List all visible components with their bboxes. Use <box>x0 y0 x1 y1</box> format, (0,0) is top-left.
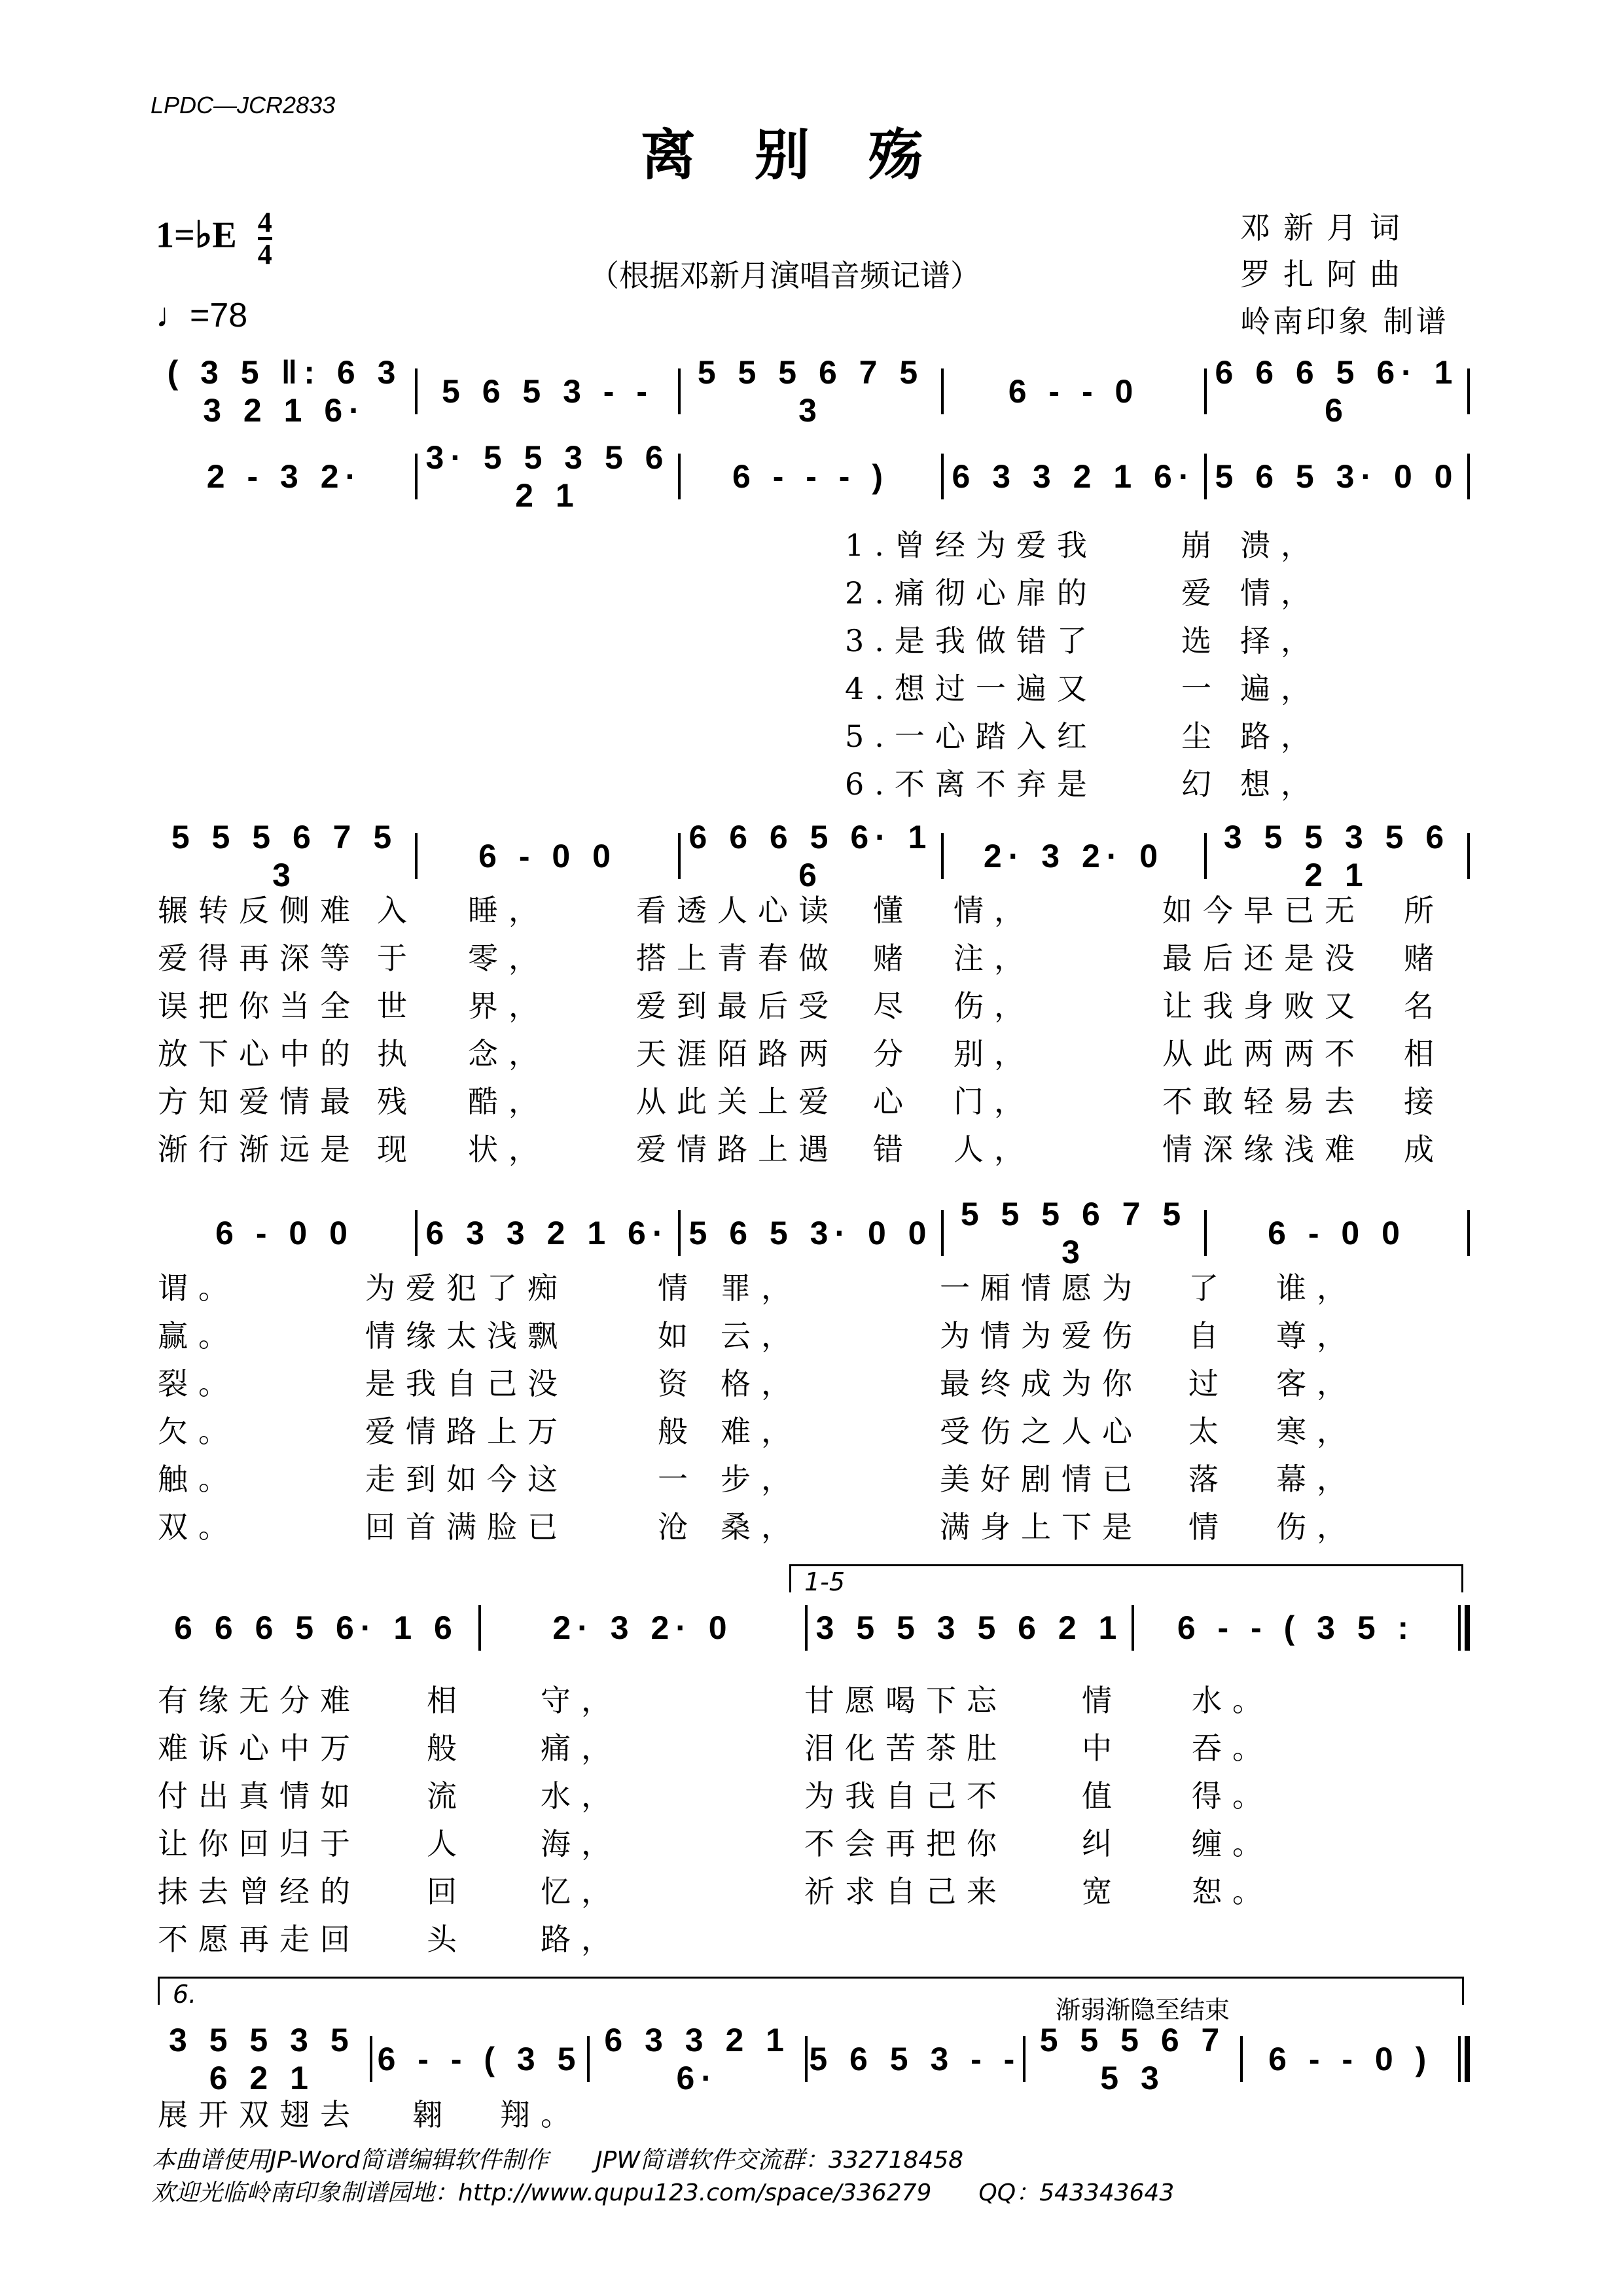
tempo-marking: ♩=78 <box>156 296 248 334</box>
notation-line <box>154 2021 1470 2097</box>
measure: 5 6 5 3 - - <box>809 2041 1022 2077</box>
lyric-segment: 溃， <box>1240 528 1321 563</box>
lyric-segment: 4.想过一遍又 <box>845 671 1097 706</box>
lyric-segment: 现 <box>377 1132 418 1167</box>
lyric-segment: 注， <box>954 941 1035 976</box>
measure: 5 5 5 6 7 5 3 <box>1039 2022 1226 2096</box>
volta-bracket-1 <box>789 1564 1463 1596</box>
lyric-segment: 付出真情如 <box>158 1778 361 1814</box>
measure: 6 - 0 0 <box>215 1215 354 1251</box>
lyric-segment: 寒， <box>1276 1414 1357 1449</box>
lyric-segment: 缠。 <box>1192 1826 1273 1861</box>
measure: 5 5 5 6 7 5 3 <box>697 354 925 429</box>
lyric-segment: 云， <box>721 1318 802 1354</box>
lyric-segment: 最后还是没 <box>1162 941 1365 976</box>
lyric-segment: 想， <box>1240 766 1321 802</box>
lyric-segment: 罪， <box>721 1270 802 1306</box>
lyric-segment: 甘愿喝下忘 <box>804 1683 1007 1718</box>
lyric-segment: 情深缘浅难 <box>1162 1132 1365 1167</box>
notation-line <box>154 818 1470 894</box>
lyric-segment: 回首满脸已 <box>365 1509 568 1545</box>
measure: 6 - - 0 <box>1008 373 1140 410</box>
lyric-segment: 中 <box>1082 1731 1122 1766</box>
lyric-segment: 执 <box>377 1036 418 1071</box>
measure: 6 - 0 0 <box>1268 1215 1406 1251</box>
composer-credit: 罗扎阿曲 <box>1240 257 1413 292</box>
lyric-segment: 纠 <box>1082 1826 1122 1861</box>
bar-line <box>1467 833 1470 879</box>
lyricist-credit: 邓新月词 <box>1240 210 1413 245</box>
measure: 2 - 3 2· <box>206 458 363 495</box>
lyric-segment: 双。 <box>158 1509 239 1545</box>
lyric-segment: 不愿再走回 <box>158 1922 361 1957</box>
lyric-segment: 守， <box>541 1683 622 1718</box>
lyric-segment: 情， <box>954 893 1035 928</box>
lyric-segment: 门， <box>954 1084 1035 1119</box>
time-top: 4 <box>258 208 272 240</box>
bar-line <box>1458 1605 1470 1651</box>
lyric-segment: 尘 <box>1181 719 1222 754</box>
lyric-segment: 过 <box>1188 1366 1229 1401</box>
lyric-segment: 爱得再深等 <box>158 941 361 976</box>
song-title: 离别殇 <box>640 122 982 187</box>
lyric-segment: 择， <box>1240 623 1321 658</box>
footer-software: 本曲谱使用JP-Word简谱编辑软件制作 JPW简谱软件交流群：332718458 <box>152 2147 964 2174</box>
lyric-segment: 爱情路上万 <box>365 1414 568 1449</box>
lyric-segment: 一厢情愿为 <box>940 1270 1143 1306</box>
lyric-segment: 伤， <box>954 988 1035 1024</box>
lyric-segment: 祈求自己来 <box>804 1874 1007 1909</box>
lyric-segment: 名 <box>1404 988 1444 1024</box>
lyric-segment: 不敢轻易去 <box>1162 1084 1365 1119</box>
lyric-segment: 爱 <box>1181 575 1222 611</box>
lyric-segment: 触。 <box>158 1462 239 1497</box>
lyric-segment: 展开双翅去 <box>158 2097 361 2132</box>
measure: 5 6 5 3 - - <box>442 373 654 410</box>
lyric-segment: 路， <box>541 1922 622 1957</box>
dynamic-marking: 渐弱渐隐至结束 <box>1056 1996 1230 2024</box>
time-bottom: 4 <box>257 238 272 270</box>
key-signature <box>156 208 272 269</box>
measure: 6 - - - ) <box>732 458 889 495</box>
lyric-segment: 难， <box>721 1414 802 1449</box>
measure: 5 5 5 6 7 5 3 <box>171 819 399 893</box>
lyric-segment: 流 <box>427 1778 467 1814</box>
lyric-segment: 谓。 <box>158 1270 239 1306</box>
lyric-segment: 为爱犯了痴 <box>365 1270 568 1306</box>
lyric-segment: 看透人心读 <box>636 893 839 928</box>
measure: 6 - - 0 ) <box>1268 2041 1433 2077</box>
bar-line <box>1458 2036 1470 2082</box>
lyric-segment: 懂 <box>873 893 914 928</box>
lyric-segment: 睡， <box>468 893 549 928</box>
measure: 3 5 5 3 5 6 2 1 <box>815 1609 1124 1646</box>
lyric-segment: 走到如今这 <box>365 1462 568 1497</box>
lyric-segment: 格， <box>721 1366 802 1401</box>
lyric-segment: 头 <box>427 1922 467 1957</box>
lyric-segment: 搭上青春做 <box>636 941 839 976</box>
lyric-segment: 5.一心踏入红 <box>845 719 1097 754</box>
lyric-segment: 有缘无分难 <box>158 1683 361 1718</box>
lyric-segment: 所 <box>1404 893 1444 928</box>
lyric-segment: 人， <box>954 1132 1035 1167</box>
lyric-segment: 海， <box>541 1826 622 1861</box>
measure: 5 6 5 3· 0 0 <box>688 1215 933 1251</box>
subtitle: （根据邓新月演唱音频记谱） <box>589 258 980 293</box>
lyric-segment: 难诉心中万 <box>158 1731 361 1766</box>
lyric-segment: 资 <box>658 1366 698 1401</box>
measure: 6 - - ( 3 5 <box>377 2041 582 2077</box>
measure: 6 6 6 5 6· 1 6 <box>174 1609 459 1646</box>
measure: ( 3 5 ‖: 6 3 3 2 1 6· <box>167 354 402 429</box>
measure: 3 5 5 3 5 6 2 1 <box>169 2022 355 2096</box>
lyric-segment: 入 <box>377 893 418 928</box>
lyric-segment: 让我身败又 <box>1162 988 1365 1024</box>
lyric-segment: 别， <box>954 1036 1035 1071</box>
lyric-segment: 一 <box>1181 671 1222 706</box>
lyric-segment: 1.曾经为爱我 <box>845 528 1097 563</box>
lyric-segment: 情， <box>1240 575 1321 611</box>
lyric-segment: 崩 <box>1181 528 1222 563</box>
lyric-segment: 零， <box>468 941 549 976</box>
catalog-code: LPDC—JCR2833 <box>151 92 336 118</box>
notation-line <box>154 1605 1470 1651</box>
lyric-segment: 回 <box>427 1874 467 1909</box>
lyric-segment: 接 <box>1404 1084 1444 1119</box>
lyric-segment: 残 <box>377 1084 418 1119</box>
lyric-segment: 不会再把你 <box>804 1826 1007 1861</box>
lyric-segment: 宽 <box>1082 1874 1122 1909</box>
lyric-segment: 伤， <box>1276 1509 1357 1545</box>
lyric-segment: 赢。 <box>158 1318 239 1354</box>
time-signature <box>258 208 272 269</box>
footer-website: 欢迎光临岭南印象制谱园地：http://www.qupu123.com/space/336279 QQ：543343643 <box>152 2179 1175 2206</box>
lyric-segment: 误把你当全 <box>158 988 361 1024</box>
notation-line <box>154 1195 1470 1271</box>
lyric-segment: 让你回归于 <box>158 1826 361 1861</box>
lyric-segment: 方知爱情最 <box>158 1084 361 1119</box>
lyric-segment: 从此关上爱 <box>636 1084 839 1119</box>
lyric-segment: 如 <box>658 1318 698 1354</box>
lyric-segment: 遍， <box>1240 671 1321 706</box>
lyric-segment: 得。 <box>1192 1778 1273 1814</box>
lyric-segment: 爱到最后受 <box>636 988 839 1024</box>
lyric-segment: 太 <box>1188 1414 1229 1449</box>
lyric-segment: 界， <box>468 988 549 1024</box>
volta-bracket-2 <box>158 1977 1464 2009</box>
lyric-segment: 裂。 <box>158 1366 239 1401</box>
lyric-segment: 客， <box>1276 1366 1357 1401</box>
lyric-segment: 泪化苦茶肚 <box>804 1731 1007 1766</box>
lyric-segment: 美好剧情已 <box>940 1462 1143 1497</box>
measure: 5 5 5 6 7 5 3 <box>960 1196 1188 1270</box>
measure: 3 5 5 3 5 6 2 1 <box>1223 819 1451 893</box>
lyric-segment: 3.是我做错了 <box>845 623 1097 658</box>
lyric-segment: 是我自己没 <box>365 1366 568 1401</box>
lyric-segment: 幻 <box>1181 766 1222 802</box>
lyric-segment: 恕。 <box>1192 1874 1273 1909</box>
measure: 2· 3 2· 0 <box>983 838 1165 874</box>
lyric-segment: 相 <box>427 1683 467 1718</box>
lyric-segment: 天涯陌路两 <box>636 1036 839 1071</box>
lyric-segment: 水， <box>541 1778 622 1814</box>
lyric-segment: 步， <box>721 1462 802 1497</box>
lyric-segment: 般 <box>427 1731 467 1766</box>
measure: 6 3 3 2 1 6· <box>952 458 1196 495</box>
lyric-segment: 情 <box>1188 1509 1229 1545</box>
lyric-segment: 了 <box>1188 1270 1229 1306</box>
measure: 6 3 3 2 1 6· <box>425 1215 670 1251</box>
lyric-segment: 人 <box>427 1826 467 1861</box>
measure: 6 - - ( 3 5 : <box>1177 1609 1416 1646</box>
bar-line <box>1467 368 1470 414</box>
lyric-segment: 选 <box>1181 623 1222 658</box>
lyric-segment: 念， <box>468 1036 549 1071</box>
lyric-segment: 最终成为你 <box>940 1366 1143 1401</box>
lyric-segment: 自 <box>1188 1318 1229 1354</box>
lyric-segment: 从此两两不 <box>1162 1036 1365 1071</box>
lyric-segment: 水。 <box>1192 1683 1273 1718</box>
measure: 2· 3 2· 0 <box>552 1609 734 1646</box>
lyric-segment: 沧 <box>658 1509 698 1545</box>
lyric-segment: 尽 <box>873 988 914 1024</box>
lyric-segment: 2.痛彻心扉的 <box>845 575 1097 611</box>
measure: 6 6 6 5 6· 1 6 <box>688 819 933 893</box>
lyric-segment: 忆， <box>541 1874 622 1909</box>
lyric-segment: 状， <box>468 1132 549 1167</box>
lyric-segment: 值 <box>1082 1778 1122 1814</box>
lyric-segment: 如今早已无 <box>1162 893 1365 928</box>
measure: 6 6 6 5 6· 1 6 <box>1215 354 1459 429</box>
lyric-segment: 赌 <box>1404 941 1444 976</box>
lyric-segment: 于 <box>377 941 418 976</box>
lyric-segment: 渐行渐远是 <box>158 1132 361 1167</box>
lyric-segment: 分 <box>873 1036 914 1071</box>
lyric-segment: 赌 <box>873 941 914 976</box>
transcriber-credit: 岭南印象 制谱 <box>1240 304 1449 339</box>
bar-line <box>1467 454 1470 499</box>
lyric-segment: 谁， <box>1276 1270 1357 1306</box>
lyric-segment: 一 <box>658 1462 698 1497</box>
notation-line <box>154 353 1470 429</box>
lyric-segment: 抹去曾经的 <box>158 1874 361 1909</box>
notation-line <box>154 439 1470 514</box>
lyric-segment: 心 <box>873 1084 914 1119</box>
lyric-segment: 痛， <box>541 1731 622 1766</box>
lyric-segment: 世 <box>377 988 418 1024</box>
lyric-segment: 为情为爱伤 <box>940 1318 1143 1354</box>
lyric-segment: 幕， <box>1276 1462 1357 1497</box>
lyric-segment: 相 <box>1404 1036 1444 1071</box>
volta-label-2: 6. <box>173 1980 197 2009</box>
lyric-segment: 爱情路上遇 <box>636 1132 839 1167</box>
lyric-segment: 酷， <box>468 1084 549 1119</box>
lyric-segment: 受伤之人心 <box>940 1414 1143 1449</box>
bar-line <box>1467 1210 1470 1256</box>
lyric-segment: 为我自己不 <box>804 1778 1007 1814</box>
lyric-segment: 满身上下是 <box>940 1509 1143 1545</box>
lyric-segment: 吞。 <box>1192 1731 1273 1766</box>
key-label: 1=♭E <box>156 215 237 256</box>
lyric-segment: 欠。 <box>158 1414 239 1449</box>
lyric-segment: 辗转反侧难 <box>158 893 361 928</box>
lyric-segment: 落 <box>1188 1462 1229 1497</box>
lyric-segment: 6.不离不弃是 <box>845 766 1097 802</box>
lyric-segment: 尊， <box>1276 1318 1357 1354</box>
lyric-segment: 放下心中的 <box>158 1036 361 1071</box>
measure: 6 - 0 0 <box>478 838 617 874</box>
lyric-segment: 路， <box>1240 719 1321 754</box>
lyric-segment: 情缘太浅飘 <box>365 1318 568 1354</box>
lyric-segment: 般 <box>658 1414 698 1449</box>
lyric-segment: 情 <box>658 1270 698 1306</box>
lyric-segment: 错 <box>873 1132 914 1167</box>
lyric-segment: 翱 <box>412 2097 453 2132</box>
volta-label-1: 1-5 <box>804 1568 846 1596</box>
measure: 5 6 5 3· 0 0 <box>1215 458 1459 495</box>
lyric-segment: 情 <box>1082 1683 1122 1718</box>
measure: 3· 5 5 3 5 6 2 1 <box>425 439 670 514</box>
lyric-segment: 桑， <box>721 1509 802 1545</box>
lyric-segment: 翔。 <box>500 2097 581 2132</box>
lyric-segment: 成 <box>1404 1132 1444 1167</box>
measure: 6 3 3 2 1 6· <box>604 2022 791 2096</box>
